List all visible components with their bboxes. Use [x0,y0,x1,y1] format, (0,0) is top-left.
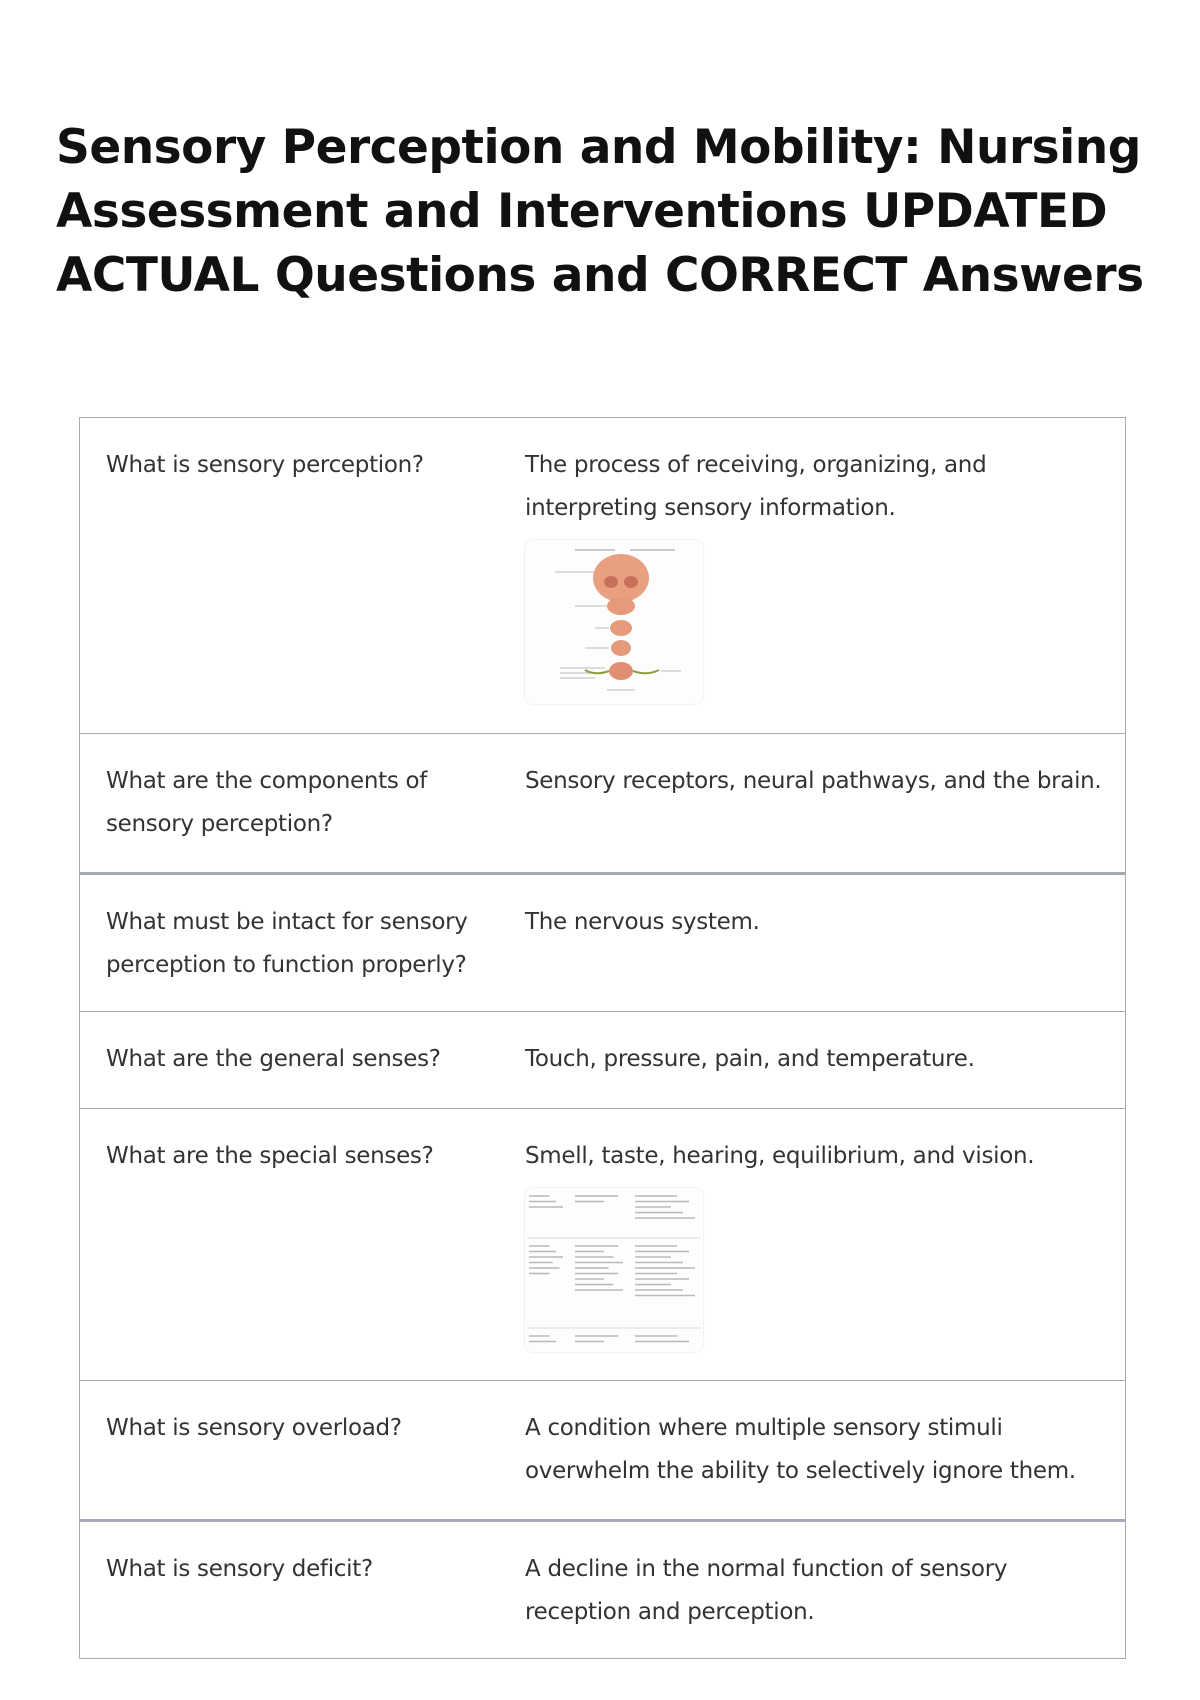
question-text: What is sensory deficit? [106,1556,373,1582]
answer-cell [499,418,1125,733]
answer-text: A decline in the normal function of sensory reception and perception. [525,1556,1008,1625]
spinal-cord-illustration [525,540,703,704]
answer-text: Sensory receptors, neural pathways, and the brain. [525,768,1102,794]
answer-text: Touch, pressure, pain, and temperature. [525,1046,975,1072]
question-text: What is sensory perception? [106,452,424,478]
answer-cell [499,1109,1125,1380]
question-text: What are the general senses? [106,1046,441,1072]
document-title: Sensory Perception and Mobility: Nursing Assessment and Interventions UPDATED ACTUAL Questions and CORRECT Answers [56,120,1144,303]
qa-row [80,418,1125,733]
answer-text: A condition where multiple sensory stimuli overwhelm the ability to selectively ignore them. [525,1415,1076,1484]
qa-row [80,1380,1125,1519]
question-text: What is sensory overload? [106,1415,402,1441]
qa-row [80,1108,1125,1380]
question-text: What must be intact for sensory perception to function properly? [106,909,468,978]
text-table-thumbnail [525,1188,703,1352]
question-text: What are the components of sensory perception? [106,768,428,837]
qa-row [80,872,1125,1011]
qa-table [79,417,1126,1659]
answer-text: Smell, taste, hearing, equilibrium, and vision. [525,1143,1035,1169]
qa-row [80,1011,1125,1108]
question-text: What are the special senses? [106,1143,434,1169]
answer-text: The nervous system. [525,909,760,935]
qa-row [80,733,1125,872]
qa-row [80,1519,1125,1658]
answer-text: The process of receiving, organizing, and interpreting sensory information. [525,452,987,521]
